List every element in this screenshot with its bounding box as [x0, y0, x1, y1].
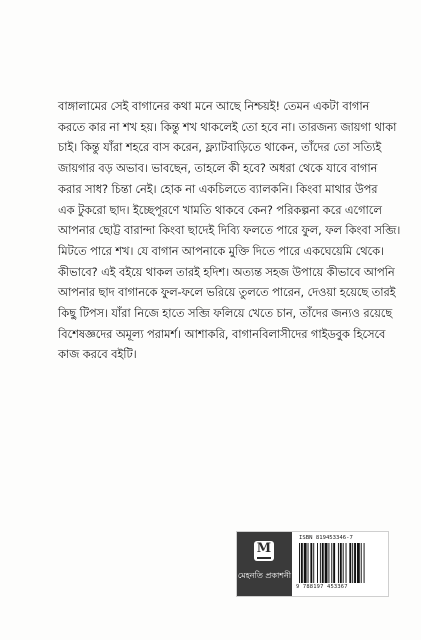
blurb-line: কীভাবে? এই বইয়ে থাকল তারই হদিশ। অত্যন্ত সহজ উপায়ে কীভাবে আপনি: [58, 264, 395, 279]
barcode-bar: [346, 543, 347, 583]
blurb-line: কিছু টিপস। যাঁরা নিজে হাতে সব্জি ফলিয়ে খেতে চান, তাঁদের জন্যও রয়েছে: [58, 306, 393, 321]
logo-letter: M: [256, 541, 272, 556]
barcode-bar: [308, 543, 309, 583]
blurb-line: বিশেষজ্ঞদের অমূল্য পরামর্শ। আশাকরি, বাগানবিলাসীদের গাইডবুক হিসেবে: [58, 326, 386, 341]
blurb-line: কাজ করবে বইটি।: [58, 347, 137, 362]
barcode-bar: [343, 543, 344, 583]
barcode-bar: [301, 543, 303, 583]
publisher-panel: [237, 532, 292, 596]
barcode-bar: [322, 543, 324, 583]
barcode-bar: [364, 543, 365, 583]
blurb-line: করার সাধ? চিন্তা নেই। হোক না একচিলতে ব্যালকনি। কিংবা মাথার উপর: [58, 181, 378, 196]
barcode-bar: [320, 543, 321, 583]
blurb-text: [58, 96, 401, 365]
barcode-icon: [299, 543, 381, 583]
barcode-bar: [338, 543, 339, 583]
barcode-bar: [331, 543, 332, 583]
barcode-bar: [325, 543, 328, 583]
barcode-bar: [340, 543, 342, 583]
barcode-bar: [313, 543, 314, 583]
barcode-bar: [328, 543, 329, 583]
barcode-bar: [333, 543, 335, 583]
barcode-bar: [299, 543, 300, 583]
blurb-line: জায়গার বড় অভাব। ভাবছেন, তাহলে কী হবে? অধরা থেকে যাবে বাগান: [58, 161, 378, 176]
barcode-bar: [317, 543, 318, 583]
barcode-bar: [304, 543, 307, 583]
barcode-bar: [354, 543, 356, 583]
blurb-line: মিটতে পারে শখ। যে বাগান আপনাকে মুক্তি দিতে পারে একঘেয়েমি থেকে।: [58, 243, 384, 258]
barcode-bar: [352, 543, 353, 583]
publisher-logo-icon: [254, 541, 274, 561]
publisher-name: মেহনতি প্রকাশনী: [237, 571, 292, 580]
barcode-bar: [349, 543, 351, 583]
barcode-bar: [310, 543, 312, 583]
barcode-bar: [357, 543, 360, 583]
barcode-digits: 9 788197 453367: [296, 584, 348, 590]
blurb-line: আপনার ছোট্ট বারান্দা কিংবা ছাদেই দিব্যি ফলতে পারে ফুল, ফল কিংবা সব্জি।: [58, 223, 401, 238]
logo-base: [257, 557, 271, 559]
isbn-label: ISBN 819453346-7: [299, 535, 353, 541]
barcode-bar: [361, 543, 362, 583]
blurb-line: আপনার ছাদ বাগানকে ফুল-ফলে ভরিয়ে তুলতে পারেন, দেওয়া হয়েছে তারই: [58, 285, 396, 300]
blurb-line: করতে কার না শখ হয়। কিন্তু শখ থাকলেই তো হবে না। তারজন্য জায়গা থাকা: [58, 119, 397, 134]
blurb-line: এক টুকরো ছাদ। ইচ্ছেপূরণে খামতি থাকবে কেন? পরিকল্পনা করে এগোলে: [58, 202, 382, 217]
blurb-line: বাঙ্গালামের সেই বাগানের কথা মনে আছে নিশ্চয়ই! তেমন একটা বাগান: [58, 99, 370, 113]
blurb-line: চাই। কিন্তু যাঁরা শহরে বাস করেন, ফ্ল্যাটবাড়িতে থাকেন, তাঁদের তো সত্যিই: [58, 140, 382, 155]
publisher-barcode-box: [236, 531, 389, 597]
